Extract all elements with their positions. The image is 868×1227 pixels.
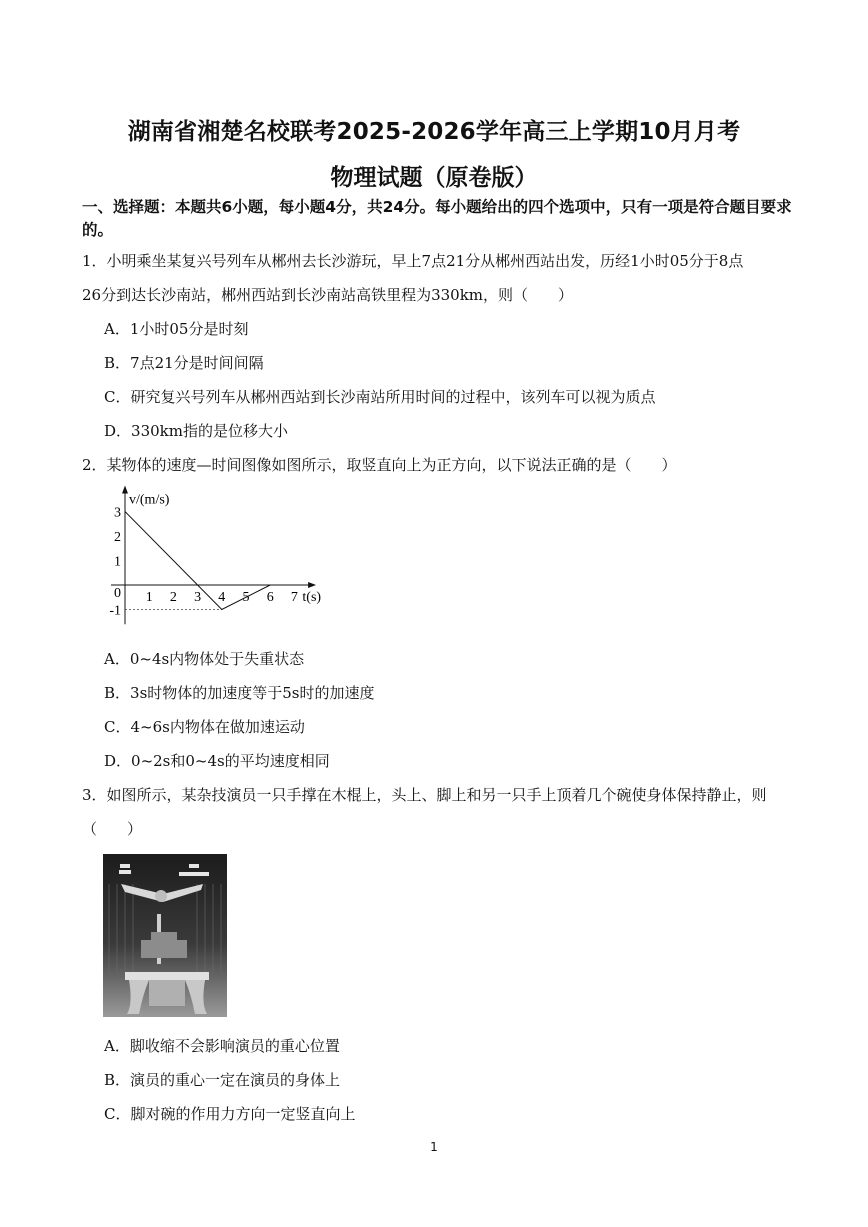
x-tick-label: 5 <box>242 590 250 605</box>
y-tick-label: 1 <box>114 554 121 570</box>
section-heading: 一、选择题：本题共6小题，每小题4分，共24分。每小题给出的四个选项中，只有一项是符合题目要求的。 <box>82 198 792 239</box>
q2-option-c: C．4~6s内物体在做加速运动 <box>104 718 305 736</box>
q2-option-b: B．3s时物体的加速度等于5s时的加速度 <box>104 684 375 702</box>
velocity-time-graph <box>105 484 345 636</box>
q3-stem-line1: 3．如图所示，某杂技演员一只手撑在木棍上，头上、脚上和另一只手上顶着几个碗使身体保持静止，则 <box>82 786 767 804</box>
x-tick-label: 2 <box>169 590 177 605</box>
q1-stem-line1: 1．小明乘坐某复兴号列车从郴州去长沙游玩，早上7点21分从郴州西站出发，历经1小时05分于8点 <box>82 252 744 270</box>
y-tick-label: 2 <box>114 530 121 545</box>
q1-option-a: A．1小时05分是时刻 <box>104 320 249 338</box>
q2-option-d: D．0~2s和0~4s的平均速度相同 <box>104 752 330 770</box>
x-tick-label: 3 <box>194 590 202 605</box>
acrobat-photo <box>103 854 227 1017</box>
q1-option-c: C．研究复兴号列车从郴州西站到长沙南站所用时间的过程中，该列车可以视为质点 <box>104 388 656 406</box>
exam-title: 湖南省湘楚名校联考2025-2026学年高三上学期10月月考 <box>127 119 741 145</box>
y-axis-arrow <box>122 485 128 493</box>
x-axis-label: t(s) <box>302 590 322 605</box>
q2-stem: 2．某物体的速度—时间图像如图所示，取竖直向上为正方向，以下说法正确的是（ ） <box>82 456 677 474</box>
q1-option-d: D．330km指的是位移大小 <box>104 422 288 440</box>
q3-stem-line2: （ ） <box>82 820 143 838</box>
q1-option-b: B．7点21分是时间间隔 <box>104 354 264 372</box>
y-tick-label: -1 <box>109 603 121 619</box>
x-tick-label: 1 <box>145 590 153 605</box>
x-tick-label: 4 <box>218 590 226 605</box>
x-tick-label: 7 <box>290 590 298 605</box>
y-tick-label: 0 <box>114 586 121 601</box>
exam-subtitle: 物理试题（原卷版） <box>330 165 538 191</box>
y-axis-label: v/(m/s) <box>129 492 170 508</box>
q3-option-a: A．脚收缩不会影响演员的重心位置 <box>104 1037 340 1055</box>
chart-axis-labels <box>129 492 321 605</box>
q3-option-c: C．脚对碗的作用力方向一定竖直向上 <box>104 1105 356 1123</box>
x-axis-arrow <box>308 582 316 588</box>
x-tick-label: 6 <box>266 590 274 605</box>
y-tick-label: 3 <box>114 505 121 521</box>
q3-option-b: B．演员的重心一定在演员的身体上 <box>104 1071 341 1089</box>
q2-option-a: A．0~4s内物体处于失重状态 <box>104 650 305 668</box>
page-number: 1 <box>430 1140 438 1154</box>
chart-tick-labels <box>109 506 298 619</box>
q1-stem-line2: 26分到达长沙南站，郴州西站到长沙南站高铁里程为330km，则（ ） <box>82 286 574 304</box>
